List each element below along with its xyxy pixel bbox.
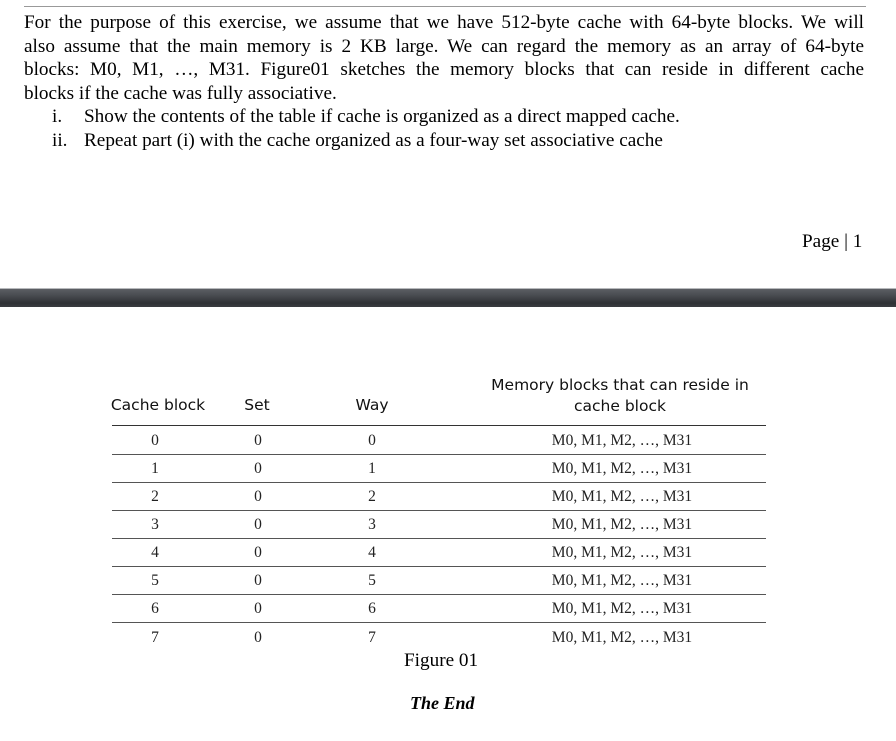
cell-memory: M0, M1, M2, …, M31	[551, 432, 693, 449]
cell-set: 0	[254, 460, 262, 477]
paragraph-line: For the purpose of this exercise, we assume that we have 512-byte cache with 64-byte blocks. We will	[24, 12, 864, 33]
cell-way: 1	[368, 460, 376, 477]
cell-set: 0	[254, 629, 262, 646]
cell-memory: M0, M1, M2, …, M31	[551, 544, 693, 561]
cell-way: 4	[368, 544, 376, 561]
cell-way: 3	[368, 516, 376, 533]
cell-way: 5	[368, 572, 376, 589]
list-item	[52, 129, 680, 153]
cell-set: 0	[254, 516, 262, 533]
cell-memory: M0, M1, M2, …, M31	[551, 600, 693, 617]
header-memory-line1: Memory blocks that can reside in	[491, 376, 749, 394]
page-number: Page | 1	[802, 231, 863, 252]
cell-set: 0	[254, 488, 262, 505]
header-set: Set	[244, 396, 270, 414]
cell-cache-block: 1	[151, 460, 159, 477]
cell-memory: M0, M1, M2, …, M31	[551, 460, 693, 477]
table-row	[112, 595, 766, 623]
table-row	[112, 539, 766, 567]
cell-cache-block: 2	[151, 488, 159, 505]
cell-cache-block: 6	[151, 600, 159, 617]
cell-set: 0	[254, 544, 262, 561]
cell-memory: M0, M1, M2, …, M31	[551, 572, 693, 589]
list-item-text: Repeat part (i) with the cache organized as a four-way set associative cache	[84, 129, 663, 151]
cell-cache-block: 5	[151, 572, 159, 589]
table-row	[112, 624, 766, 652]
top-rule	[24, 6, 866, 7]
cell-cache-block: 0	[151, 432, 159, 449]
table-row	[112, 427, 766, 455]
problem-paragraph	[24, 11, 864, 105]
cell-way: 7	[368, 629, 376, 646]
paragraph-line: also assume that the main memory is 2 KB large. We can regard the memory as an array of 64-byte	[24, 35, 864, 57]
cell-way: 2	[368, 488, 376, 505]
cell-set: 0	[254, 432, 262, 449]
list-item-number: i.	[52, 106, 63, 127]
list-item-number: ii.	[52, 129, 68, 151]
paragraph-line: blocks: M0, M1, …, M31. Figure01 sketches the memory blocks that can reside in different cache	[24, 59, 864, 81]
table-row	[112, 483, 766, 511]
paragraph-line: blocks if the cache was fully associative.	[24, 82, 337, 104]
row-rule	[112, 622, 766, 623]
header-cache-block: Cache block	[110, 396, 206, 414]
page-separator	[0, 289, 896, 307]
header-way: Way	[355, 396, 389, 414]
list-item-text: Show the contents of the table if cache is organized as a direct mapped cache.	[84, 106, 680, 127]
list-item	[52, 105, 680, 129]
cell-cache-block: 3	[151, 516, 159, 533]
figure-caption: Figure 01	[404, 650, 479, 671]
task-list	[52, 105, 680, 152]
cell-set: 0	[254, 572, 262, 589]
table-row	[112, 511, 766, 539]
cell-way: 6	[368, 600, 376, 617]
header-rule	[112, 425, 766, 426]
table-row	[112, 567, 766, 595]
table-row	[112, 455, 766, 483]
cell-cache-block: 7	[151, 629, 159, 646]
the-end-label: The End	[410, 693, 475, 713]
cell-set: 0	[254, 600, 262, 617]
cell-cache-block: 4	[151, 544, 159, 561]
cell-memory: M0, M1, M2, …, M31	[551, 488, 693, 505]
cell-memory: M0, M1, M2, …, M31	[551, 516, 693, 533]
cell-way: 0	[368, 432, 376, 449]
header-memory-line2: cache block	[574, 397, 666, 415]
header-memory-blocks	[470, 375, 770, 417]
cell-memory: M0, M1, M2, …, M31	[551, 629, 693, 646]
